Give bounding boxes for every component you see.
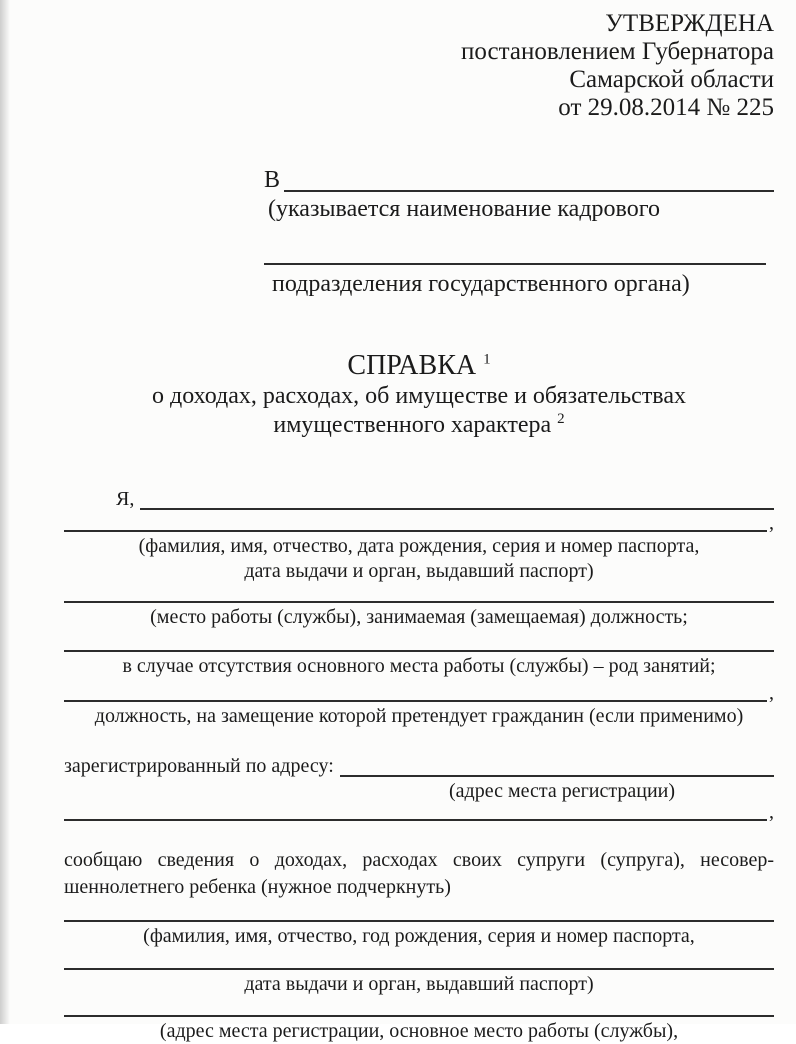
family-statement-line-1: сообщаю сведения о доходах, расходах своих супруги (супруга), несовер- <box>64 849 774 871</box>
declarant-name-row <box>64 484 774 510</box>
family-passport-row <box>64 951 774 970</box>
family-address-row <box>64 999 774 1017</box>
addressee-caption-1: (указывается наименование кадрового <box>268 196 660 222</box>
trailing-comma: , <box>769 512 774 534</box>
approval-line-4: от 29.08.2014 № 225 <box>558 94 774 121</box>
declarant-name-fill-line-2 <box>64 510 767 532</box>
extra-row <box>64 801 774 823</box>
approval-line-2: постановлением Губернатора <box>461 38 774 65</box>
family-name-row <box>64 904 774 922</box>
approval-block <box>64 10 774 122</box>
caption-passport-2: дата выдачи и орган, выдавший паспорт) <box>244 560 594 582</box>
workplace-row <box>64 584 774 603</box>
caption-occupation: в случае отсутствия основного места работы (службы) – род занятий; <box>122 655 716 677</box>
registered-address-label: зарегистрированный по адресу: <box>64 755 334 777</box>
registered-address-fill-line <box>340 752 774 777</box>
position-fill-line <box>64 681 767 702</box>
addressee-prefix: В <box>264 167 281 193</box>
position-row <box>64 681 774 702</box>
family-passport-fill-line <box>64 951 774 970</box>
caption-workplace: (место работы (службы), занимаемая (замещаемая) должность; <box>150 606 688 628</box>
caption-family-passport-2: дата выдачи и орган, выдавший паспорт) <box>244 973 594 995</box>
workplace-fill-line <box>64 584 774 603</box>
caption-position: должность, на замещение которой претендует гражданин (если применимо) <box>94 705 744 727</box>
certificate-title-text: СПРАВКА <box>347 350 477 381</box>
approval-line-3: Самарской области <box>569 66 774 93</box>
title-subtitle-2 <box>64 411 774 440</box>
addressee-caption-2: подразделения государственного органа) <box>272 271 690 297</box>
family-statement-line-2: шеннолетнего ребенка (нужное подчеркнуть) <box>64 876 451 898</box>
addressee-block <box>264 162 774 298</box>
extra-fill-line <box>64 804 767 821</box>
certificate-title <box>64 350 774 382</box>
title-footnote-1: 1 <box>483 351 491 368</box>
caption-family-passport-1: (фамилия, имя, отчество, год рождения, серия и номер паспорта, <box>143 925 695 947</box>
caption-family-address: (адрес места регистрации, основное место работы (службы), <box>159 1020 679 1042</box>
trailing-comma: , <box>769 682 774 704</box>
family-address-fill-line <box>64 999 774 1017</box>
title-subtitle-2-text: имущественного характера <box>273 412 552 438</box>
title-footnote-2: 2 <box>557 411 565 427</box>
title-subtitle-1: о доходах, расходах, об имуществе и обязательствах <box>152 383 686 409</box>
registered-address-row <box>64 752 774 777</box>
family-statement <box>64 847 774 901</box>
addressee-fill-line-2 <box>264 243 766 265</box>
approval-line-1: УТВЕРЖДЕНА <box>605 10 774 37</box>
caption-passport-1: (фамилия, имя, отчество, дата рождения, серия и номер паспорта, <box>138 535 700 557</box>
caption-address: (адрес места регистрации) <box>448 780 676 802</box>
declarant-name-row-2 <box>64 510 774 532</box>
title-block <box>64 350 774 440</box>
trailing-comma: , <box>769 801 774 823</box>
declarant-prefix: Я, <box>116 488 135 510</box>
form-body <box>64 484 774 1044</box>
declarant-name-fill-line <box>140 484 774 510</box>
family-name-fill-line <box>64 904 774 922</box>
addressee-fill-line-1 <box>284 162 774 192</box>
occupation-fill-line <box>64 632 774 652</box>
occupation-row <box>64 632 774 652</box>
addressee-row <box>264 162 774 192</box>
